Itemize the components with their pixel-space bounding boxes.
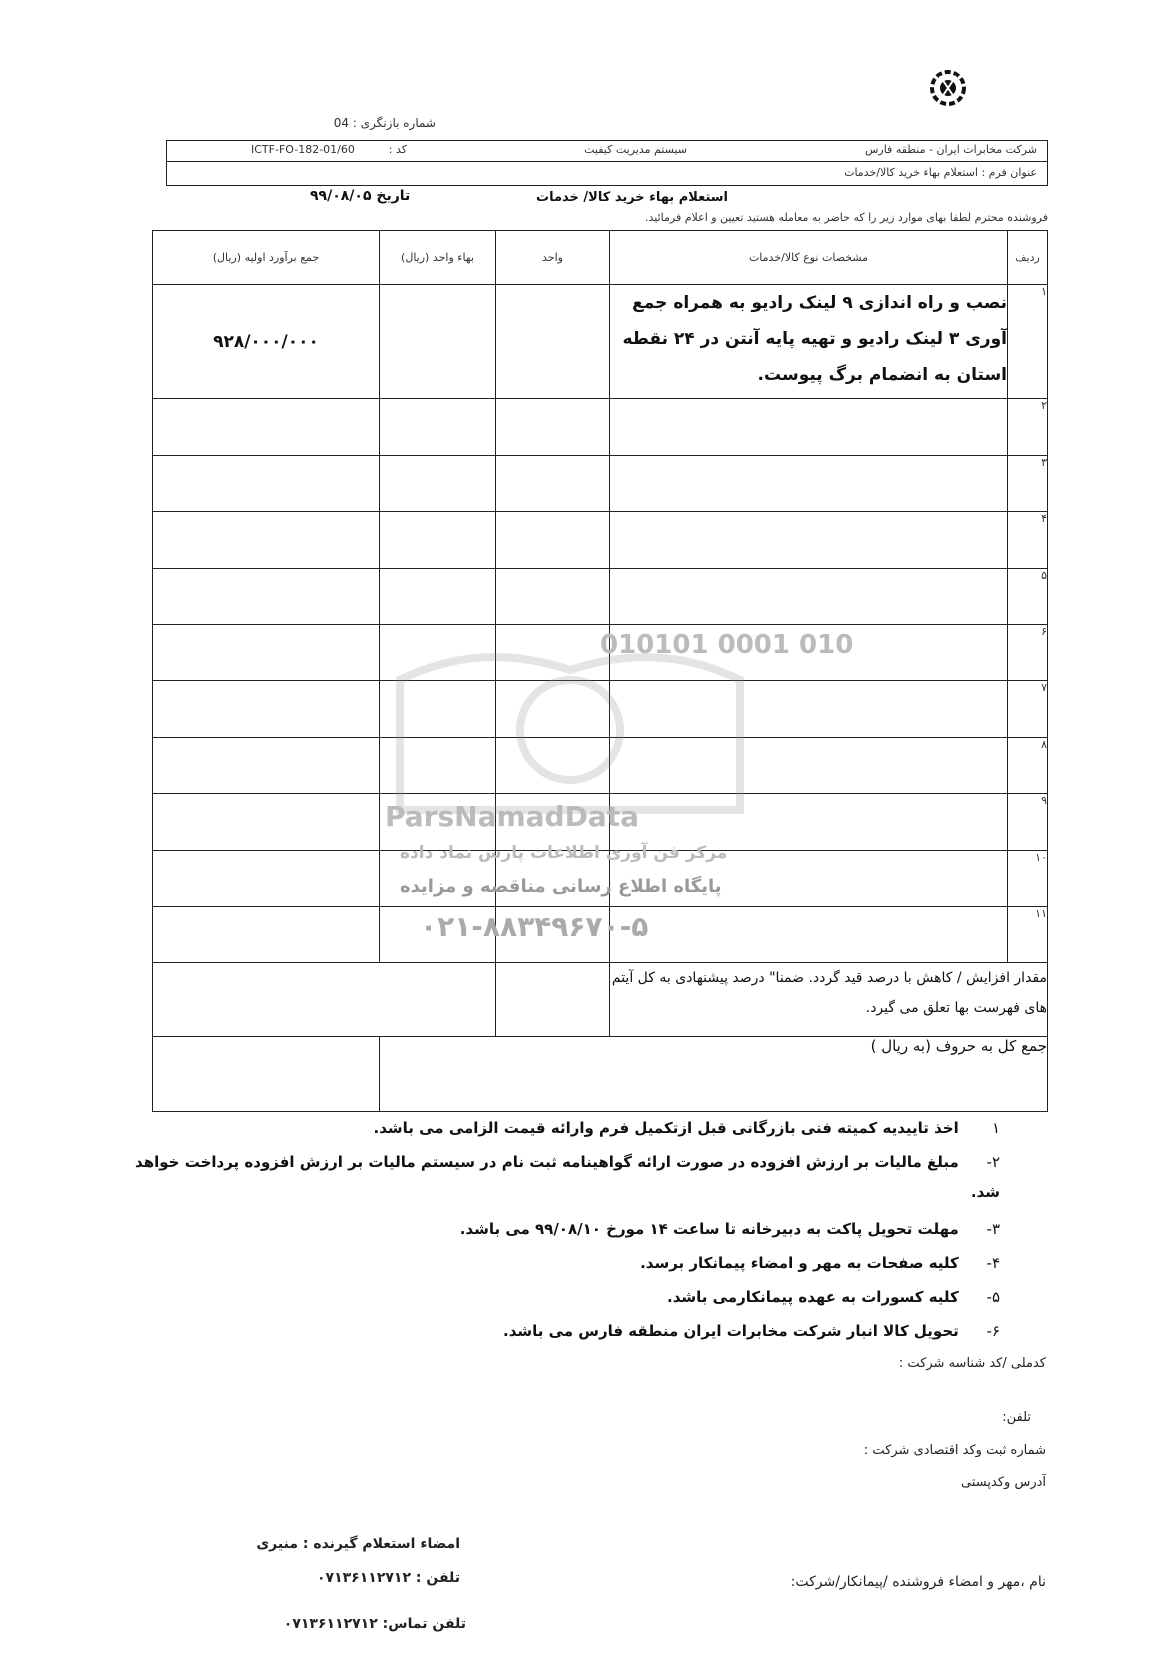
total-cell[interactable] — [153, 568, 380, 624]
document-title: استعلام بهاء خرید کالا/ خدمات — [536, 190, 728, 205]
header-unit-price: بهاء واحد (ریال) — [380, 231, 496, 285]
total-cell[interactable] — [153, 399, 380, 455]
total-cell[interactable] — [153, 907, 380, 963]
unit-price-cell[interactable] — [380, 455, 496, 511]
row-number: ۴ — [1008, 512, 1048, 568]
description-cell[interactable] — [610, 512, 1008, 568]
total-cell[interactable] — [153, 512, 380, 568]
note-number: ۵- — [986, 1288, 1000, 1306]
header-box — [166, 140, 1048, 186]
total-cell[interactable] — [153, 850, 380, 906]
row-number: ۳ — [1008, 455, 1048, 511]
revision-number: شماره بازنگری : 04 — [333, 116, 436, 130]
total-cell[interactable] — [153, 455, 380, 511]
note-number: ۴- — [986, 1254, 1000, 1272]
total-cell[interactable] — [153, 681, 380, 737]
document-date: تاریخ ۹۹/۰۸/۰۵ — [310, 188, 411, 204]
table-row — [153, 568, 1048, 624]
table-row — [153, 512, 1048, 568]
header-total: جمع برآورد اولیه (ریال) — [153, 231, 380, 285]
code-label: کد : — [388, 143, 407, 156]
note-number: ۶- — [986, 1322, 1000, 1340]
quality-system: سیستم مدیریت کیفیت — [584, 143, 687, 156]
description-cell[interactable] — [610, 568, 1008, 624]
header-unit: واحد — [496, 231, 610, 285]
total-in-words-label: جمع کل به حروف (به ریال ) — [380, 1036, 1048, 1111]
instruction-text: فروشنده محترم لطفا بهای موارد زیر را که حاضر به معامله هستید تعیین و اعلام فرمائید. — [645, 211, 1048, 224]
total-cell[interactable] — [153, 624, 380, 680]
header-row-number: ردیف — [1008, 231, 1048, 285]
unit-cell[interactable] — [496, 568, 610, 624]
contact-phone: تلفن تماس: ۰۷۱۳۶۱۱۲۷۱۲ — [283, 1616, 466, 1632]
note-number: ۳- — [986, 1220, 1000, 1238]
note-text: اخذ تاییدیه کمیته فنی بازرگانی قبل ازتکمیل فرم وارائه قیمت الزامی می باشد. — [373, 1119, 959, 1137]
row-number: ۱ — [1008, 285, 1048, 399]
table-row — [153, 455, 1048, 511]
table-row — [153, 285, 1048, 399]
sum-row — [153, 1036, 1048, 1111]
unit-cell[interactable] — [496, 512, 610, 568]
company-logo-icon — [928, 68, 968, 108]
phone-label: تلفن: — [1002, 1410, 1031, 1425]
note-item — [120, 1147, 1000, 1207]
item-description: نصب و راه اندازی ۹ لینک رادیو به همراه جمع آوری ۳ لینک رادیو و تهیه پایه آنتن در ۲۴ نقطه استان به انضمام برگ پیوست. — [610, 285, 1008, 399]
unit-cell[interactable] — [496, 399, 610, 455]
note-text: مهلت تحویل پاکت به دبیرخانه تا ساعت ۱۴ مورخ ۹۹/۰۸/۱۰ می باشد. — [459, 1220, 959, 1238]
row-number: ۷ — [1008, 681, 1048, 737]
blank-cell[interactable] — [153, 963, 496, 1036]
row-number: ۱۱ — [1008, 907, 1048, 963]
row-number: ۵ — [1008, 568, 1048, 624]
description-cell[interactable] — [610, 399, 1008, 455]
row-number: ۹ — [1008, 794, 1048, 850]
form-code: ICTF-FO-182-01/60 — [251, 143, 355, 156]
seller-signature-label: نام ،مهر و امضاء فروشنده /پیمانکار/شرکت: — [790, 1574, 1046, 1590]
requester-phone: تلفن : ۰۷۱۳۶۱۱۲۷۱۲ — [317, 1570, 460, 1586]
unit-price-cell[interactable] — [380, 285, 496, 399]
row-number: ۶ — [1008, 624, 1048, 680]
address-label: آدرس وکدپستی — [961, 1475, 1046, 1490]
row-number: ۸ — [1008, 737, 1048, 793]
watermark-brand: ParsNamadData — [385, 800, 639, 833]
note-text: تحویل کالا انبار شرکت مخابرات ایران منطقه فارس می باشد. — [503, 1322, 959, 1340]
row-number: ۱۰ — [1008, 850, 1048, 906]
total-estimate: ۹۲۸/۰۰۰/۰۰۰ — [153, 285, 380, 399]
registration-number-label: شماره ثبت وکد اقتصادی شرکت : — [863, 1443, 1046, 1458]
unit-price-cell[interactable] — [380, 568, 496, 624]
description-cell[interactable] — [610, 907, 1008, 963]
form-title: عنوان فرم : استعلام بهاء خرید کالا/خدمات — [844, 166, 1037, 179]
note-text: کلیه صفحات به مهر و امضاء پیمانکار برسد. — [640, 1254, 959, 1272]
note-text: مبلغ مالیات بر ارزش افزوده در صورت ارائه گواهینامه ثبت نام در سیستم مالیات بر ارزش افزوده پرداخت خواهد شد. — [135, 1153, 1000, 1201]
note-item — [120, 1248, 1000, 1278]
watermark-line2: پایگاه اطلاع رسانی مناقصه و مزایده — [400, 876, 722, 897]
note-text: کلیه کسورات به عهده پیمانکارمی باشد. — [667, 1288, 959, 1306]
unit-cell[interactable] — [496, 455, 610, 511]
note-row — [153, 963, 1048, 1036]
description-cell[interactable] — [610, 455, 1008, 511]
total-cell[interactable] — [153, 794, 380, 850]
header-description: مشخصات نوع کالا/خدمات — [610, 231, 1008, 285]
note-item — [120, 1113, 1000, 1143]
national-id-label: کدملی /کد شناسه شرکت : — [898, 1356, 1046, 1371]
note-number: ۱ — [991, 1119, 1000, 1137]
row-number: ۲ — [1008, 399, 1048, 455]
unit-price-cell[interactable] — [380, 512, 496, 568]
table-row — [153, 399, 1048, 455]
note-number: ۲- — [986, 1153, 1000, 1171]
note-item — [120, 1214, 1000, 1244]
percentage-note: مقدار افزایش / کاهش با درصد قید گردد. ضمنا" درصد پیشنهادی به کل آیتم های فهرست بها تعلق می گیرد. — [610, 963, 1048, 1036]
note-item — [120, 1316, 1000, 1346]
watermark-line1: مرکز فن آوری اطلاعات پارس نماد داده — [400, 843, 728, 863]
total-cell[interactable] — [153, 737, 380, 793]
watermark-logo-icon — [380, 640, 760, 820]
unit-cell[interactable] — [496, 285, 610, 399]
unit-price-cell[interactable] — [380, 399, 496, 455]
note-item — [120, 1282, 1000, 1312]
total-in-words-cell[interactable] — [153, 1036, 380, 1111]
watermark-phone: ۰۲۱-۸۸۳۴۹۶۷۰-۵ — [420, 910, 649, 943]
requester-signature: امضاء استعلام گیرنده : منیری — [256, 1536, 460, 1552]
unit-cell[interactable] — [496, 963, 610, 1036]
watermark-binary: 010101 0001 010 — [600, 630, 854, 660]
company-name: شرکت مخابرات ایران - منطقه فارس — [864, 143, 1037, 156]
